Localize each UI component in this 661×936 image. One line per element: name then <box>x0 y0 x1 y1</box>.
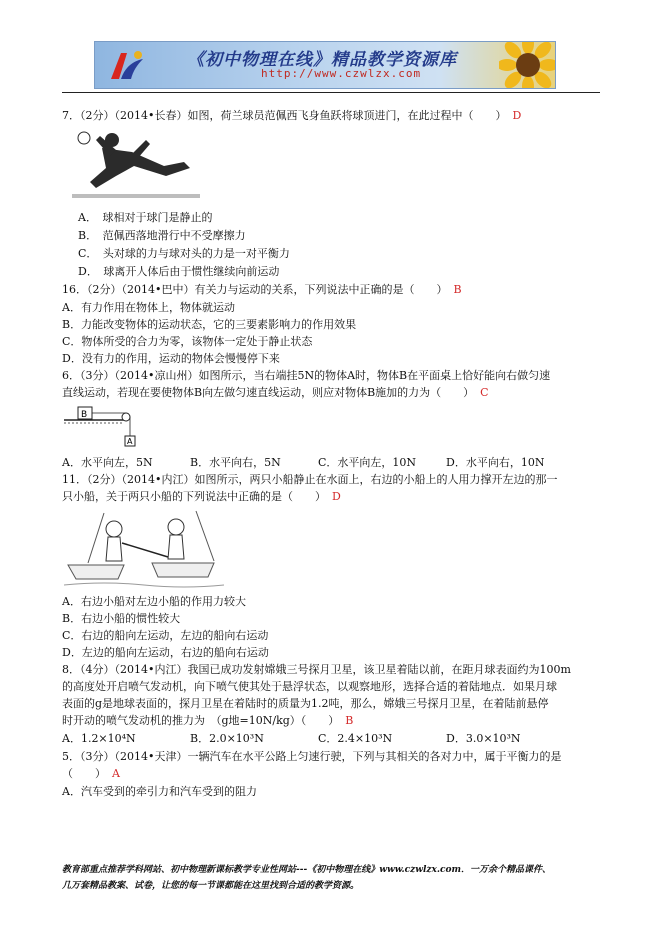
q5-stem-line1: 5．（3分）（2014•天津）一辆汽车在水平公路上匀速行驶，下列与其相关的各对力中，属于平衡力的是 <box>62 750 562 763</box>
q7-answer: D <box>512 109 522 122</box>
footer-line1: 教育部重点推荐学科网站、初中物理新课标教学专业性网站---《初中物理在线》www.czwlzx.com．一万余个精品课件、 <box>62 865 552 875</box>
q8-option-a[interactable]: A．1.2×10⁴N <box>62 732 136 745</box>
q6-answer: C <box>480 386 489 399</box>
q11-option-b[interactable]: B．右边小船的惯性较大 <box>62 612 181 625</box>
q11-stem-line1: 11．（2分）（2014•内江）如图所示，两只小船静止在水面上，右边的小船上的人用力撑开左边的那一 <box>62 473 558 486</box>
q5-answer: A <box>112 767 120 780</box>
q7-option-a[interactable]: A． 球相对于球门是静止的 <box>78 211 213 224</box>
q8-stem-line3: 表面的g是地球表面的，探月卫星在着陆时的质量为1.2吨，那么，嫦娥三号探月卫星，在着陆前悬停 <box>62 697 549 710</box>
header-banner <box>94 41 556 89</box>
q6-option-d[interactable]: D．水平向右，10N <box>446 456 545 469</box>
q8-option-c[interactable]: C．2.4×10³N <box>318 732 393 745</box>
header-divider <box>62 92 600 93</box>
q8-options <box>62 732 582 746</box>
q6-label-a: A <box>127 437 133 446</box>
q6-option-c[interactable]: C．水平向左，10N <box>318 456 417 469</box>
q6-option-b[interactable]: B．水平向右，5N <box>190 456 281 469</box>
q11-stem-line2: 只小船，关于两只小船的下列说法中正确的是（ ） D <box>62 490 341 503</box>
q8-option-d[interactable]: D．3.0×10³N <box>446 732 521 745</box>
banner-title: 《初中物理在线》精品教学资源库 <box>187 50 457 70</box>
site-logo-icon <box>107 47 147 83</box>
q11-option-a[interactable]: A．右边小船对左边小船的作用力较大 <box>62 595 246 608</box>
q6-option-a[interactable]: A．水平向左，5N <box>62 456 153 469</box>
footer-line2: 几万套精品教案、试卷，让您的每一节课都能在这里找到合适的教学资源。 <box>62 881 360 891</box>
q7-option-c[interactable]: C． 头对球的力与球对头的力是一对平衡力 <box>78 247 290 260</box>
q16-answer: B <box>453 283 462 296</box>
q6-stem-line2: 直线运动，若现在要使物体B向左做匀速直线运动，则应对物体B施加的力为（ ） C <box>62 386 489 399</box>
q16-option-c[interactable]: C．物体所受的合力为零，该物体一定处于静止状态 <box>62 335 313 348</box>
q16-stem: 16．（2分）（2014•巴中）有关力与运动的关系，下列说法中正确的是（ ） B <box>62 283 462 296</box>
banner-url[interactable]: http://www.czwlzx.com <box>261 67 422 80</box>
q8-answer: B <box>345 714 354 727</box>
q7-option-b[interactable]: B． 范佩西落地滑行中不受摩擦力 <box>78 229 246 242</box>
q8-stem-line2: 的高度处开启喷气发动机，向下喷气使其处于悬浮状态，以观察地形，选择合适的着陆地点．如果月球 <box>62 680 557 693</box>
q16-option-b[interactable]: B．力能改变物体的运动状态，它的三要素影响力的作用效果 <box>62 318 357 331</box>
q11-answer: D <box>332 490 341 503</box>
q16-option-a[interactable]: A．有力作用在物体上，物体就运动 <box>62 301 235 314</box>
q5-stem-line2: （ ） A <box>62 767 120 780</box>
q6-options <box>62 456 582 470</box>
q6-stem-line1: 6．（3分）（2014•凉山州）如图所示，当右端挂5N的物体A时，物体B在平面桌上恰好能向右做匀速 <box>62 369 551 382</box>
q11-option-c[interactable]: C．右边的船向左运动，左边的船向右运动 <box>62 629 269 642</box>
q6-figure-pulley <box>64 402 144 450</box>
q7-option-d[interactable]: D． 球离开人体后由于惯性继续向前运动 <box>78 265 280 278</box>
q8-stem-line4: 时开动的喷气发动机的推力为 （g地=10N/kg）（ ） B <box>62 714 354 727</box>
q7-figure-header-player <box>72 126 200 208</box>
q5-option-a[interactable]: A．汽车受到的牵引力和汽车受到的阻力 <box>62 785 257 798</box>
sunflower-icon <box>499 41 556 89</box>
q6-label-b: B <box>81 410 88 420</box>
q11-figure-boats <box>64 505 224 591</box>
q8-option-b[interactable]: B．2.0×10³N <box>190 732 264 745</box>
q16-option-d[interactable]: D．没有力的作用，运动的物体会慢慢停下来 <box>62 352 280 365</box>
q7-stem: 7．（2分）（2014•长春）如图，荷兰球员范佩西飞身鱼跃将球顶进门，在此过程中（ ） D <box>62 109 522 122</box>
q8-stem-line1: 8．（4分）（2014•内江）我国已成功发射嫦娥三号探月卫星，该卫星着陆以前，在距月球表面约为100m <box>62 663 571 676</box>
q11-option-d[interactable]: D．左边的船向左运动，右边的船向右运动 <box>62 646 269 659</box>
